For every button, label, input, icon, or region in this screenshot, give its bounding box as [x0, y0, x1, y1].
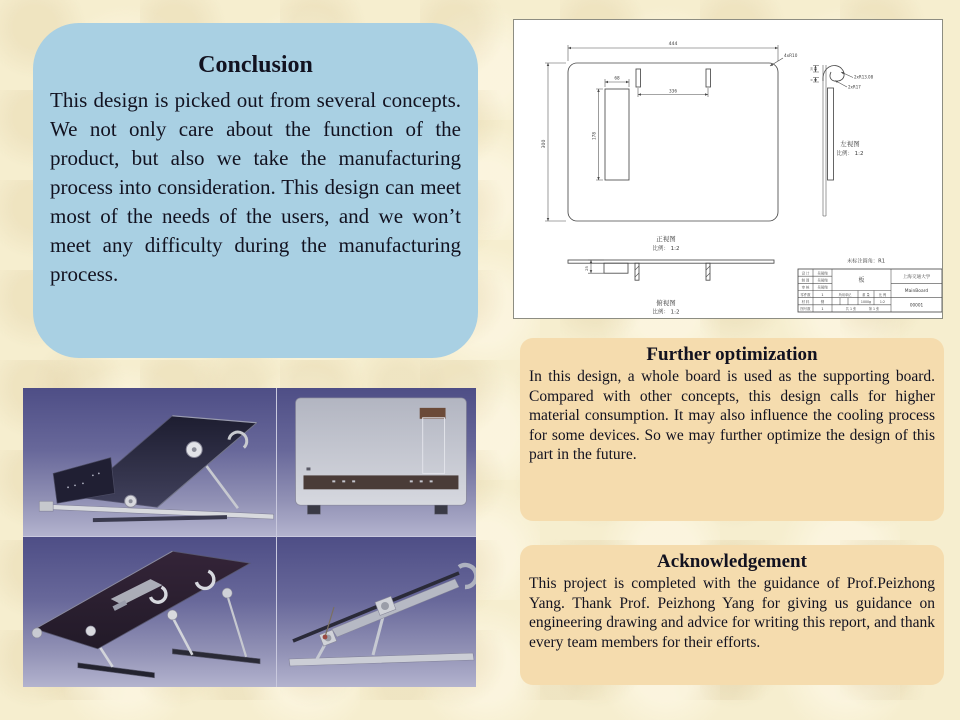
left-view-scale: 比例： 1:2	[836, 151, 864, 157]
tb-header-scale: 比 例	[878, 292, 887, 297]
tb-row-label: 材 料	[801, 300, 810, 304]
corner-radius-note: 4xR10	[784, 53, 798, 58]
tb-row-label: 零件数	[800, 292, 811, 297]
laptop-stand-underside	[23, 537, 276, 687]
tb-sheet-no: 第 1 张	[868, 307, 880, 312]
front-view-label: 正视图	[656, 235, 676, 243]
engineering-drawing-panel	[513, 19, 943, 319]
cad-render-grid	[23, 388, 476, 687]
hook-dim-1: 36	[809, 67, 814, 71]
left-view-label: 左视图	[840, 140, 860, 148]
fillet-note: 未标注圆角：R1	[846, 258, 886, 265]
dim-bracket-span: 336	[669, 88, 677, 94]
render-perspective-view	[23, 388, 277, 537]
dim-thickness: 25	[584, 266, 589, 271]
top-view-scale: 比例： 1:2	[652, 309, 680, 316]
dim-overall-height: 300	[542, 139, 547, 149]
render-underside-view	[23, 537, 277, 687]
tb-row-value: 吴展翔	[817, 285, 828, 290]
render-side-view	[277, 537, 476, 687]
acknowledgement-title: Acknowledgement	[657, 551, 807, 572]
laptop-stand-bottom-plate	[277, 388, 476, 536]
conclusion-title: Conclusion	[198, 52, 313, 78]
tb-row-value: 吴展翔	[817, 278, 828, 283]
tb-header-unit: 所用单记	[838, 292, 852, 297]
tb-row-value: 钢	[820, 300, 825, 304]
top-view-label: 俯视图	[656, 299, 676, 307]
tb-part-name: MainBoard	[904, 289, 929, 294]
conclusion-body: This design is picked out from several concepts. We not only care about the function of the product, but also we take the manufacturing process into consideration. This design can meet most of the needs of the users, and we won’t meet any difficulty during the manufacturing process.	[50, 88, 461, 286]
front-view	[568, 63, 778, 221]
acknowledgement-panel	[520, 545, 944, 685]
tb-drawing-number: 00001	[909, 302, 924, 308]
tb-row-value: 吴展翔	[817, 271, 828, 276]
optimization-title: Further optimization	[646, 344, 818, 365]
dimension-lines	[545, 45, 783, 221]
hook-radius-note-2: 2xR17	[848, 84, 861, 90]
tb-row-label: 审 核	[801, 285, 810, 290]
laptop-stand-perspective	[23, 388, 276, 536]
front-view-scale: 比例： 1:2	[652, 246, 680, 252]
acknowledgement-body: This project is completed with the guidance of Prof.Peizhong Yang. Thank Prof. Peizhong Yang for giving us guidance on engineering drawing and advice for writing this report, and thank every team members for their efforts.	[529, 575, 935, 651]
optimization-body: In this design, a whole board is used as the supporting board. Compared with other concepts, this design calls for higher material consumption. It may also influence the cooling process for some devices. So we may further optimize the design of this part in the future.	[529, 368, 935, 464]
engineering-drawing	[514, 20, 942, 318]
tb-scale: 1:2	[879, 300, 886, 304]
tb-row-value: 1	[821, 307, 824, 312]
tb-row-label: 设 计	[801, 271, 810, 276]
tb-row-label: 图号数	[800, 307, 811, 312]
hook-radius-note-1: 2xR13.08	[854, 74, 874, 80]
conclusion-panel	[33, 23, 478, 358]
dim-slot-height: 178	[591, 132, 597, 140]
laptop-stand-side	[277, 537, 476, 687]
tb-university: 上海交通大学	[902, 274, 931, 280]
tb-row-label: 制 图	[801, 278, 810, 283]
dim-overall-width: 444	[668, 42, 678, 47]
tb-sheet-total: 共 1 张	[845, 307, 857, 312]
tb-weight: 1000g	[860, 300, 872, 304]
render-bottom-plate-view	[277, 388, 476, 537]
tb-part-label: 板	[858, 276, 865, 284]
tb-row-value: 1	[821, 292, 824, 297]
hook-dim-2: 6	[809, 79, 814, 81]
optimization-panel	[520, 338, 944, 521]
tb-header-weight: 重 量	[862, 292, 870, 297]
dim-slot-width: 68	[614, 75, 620, 81]
top-view	[568, 260, 774, 280]
